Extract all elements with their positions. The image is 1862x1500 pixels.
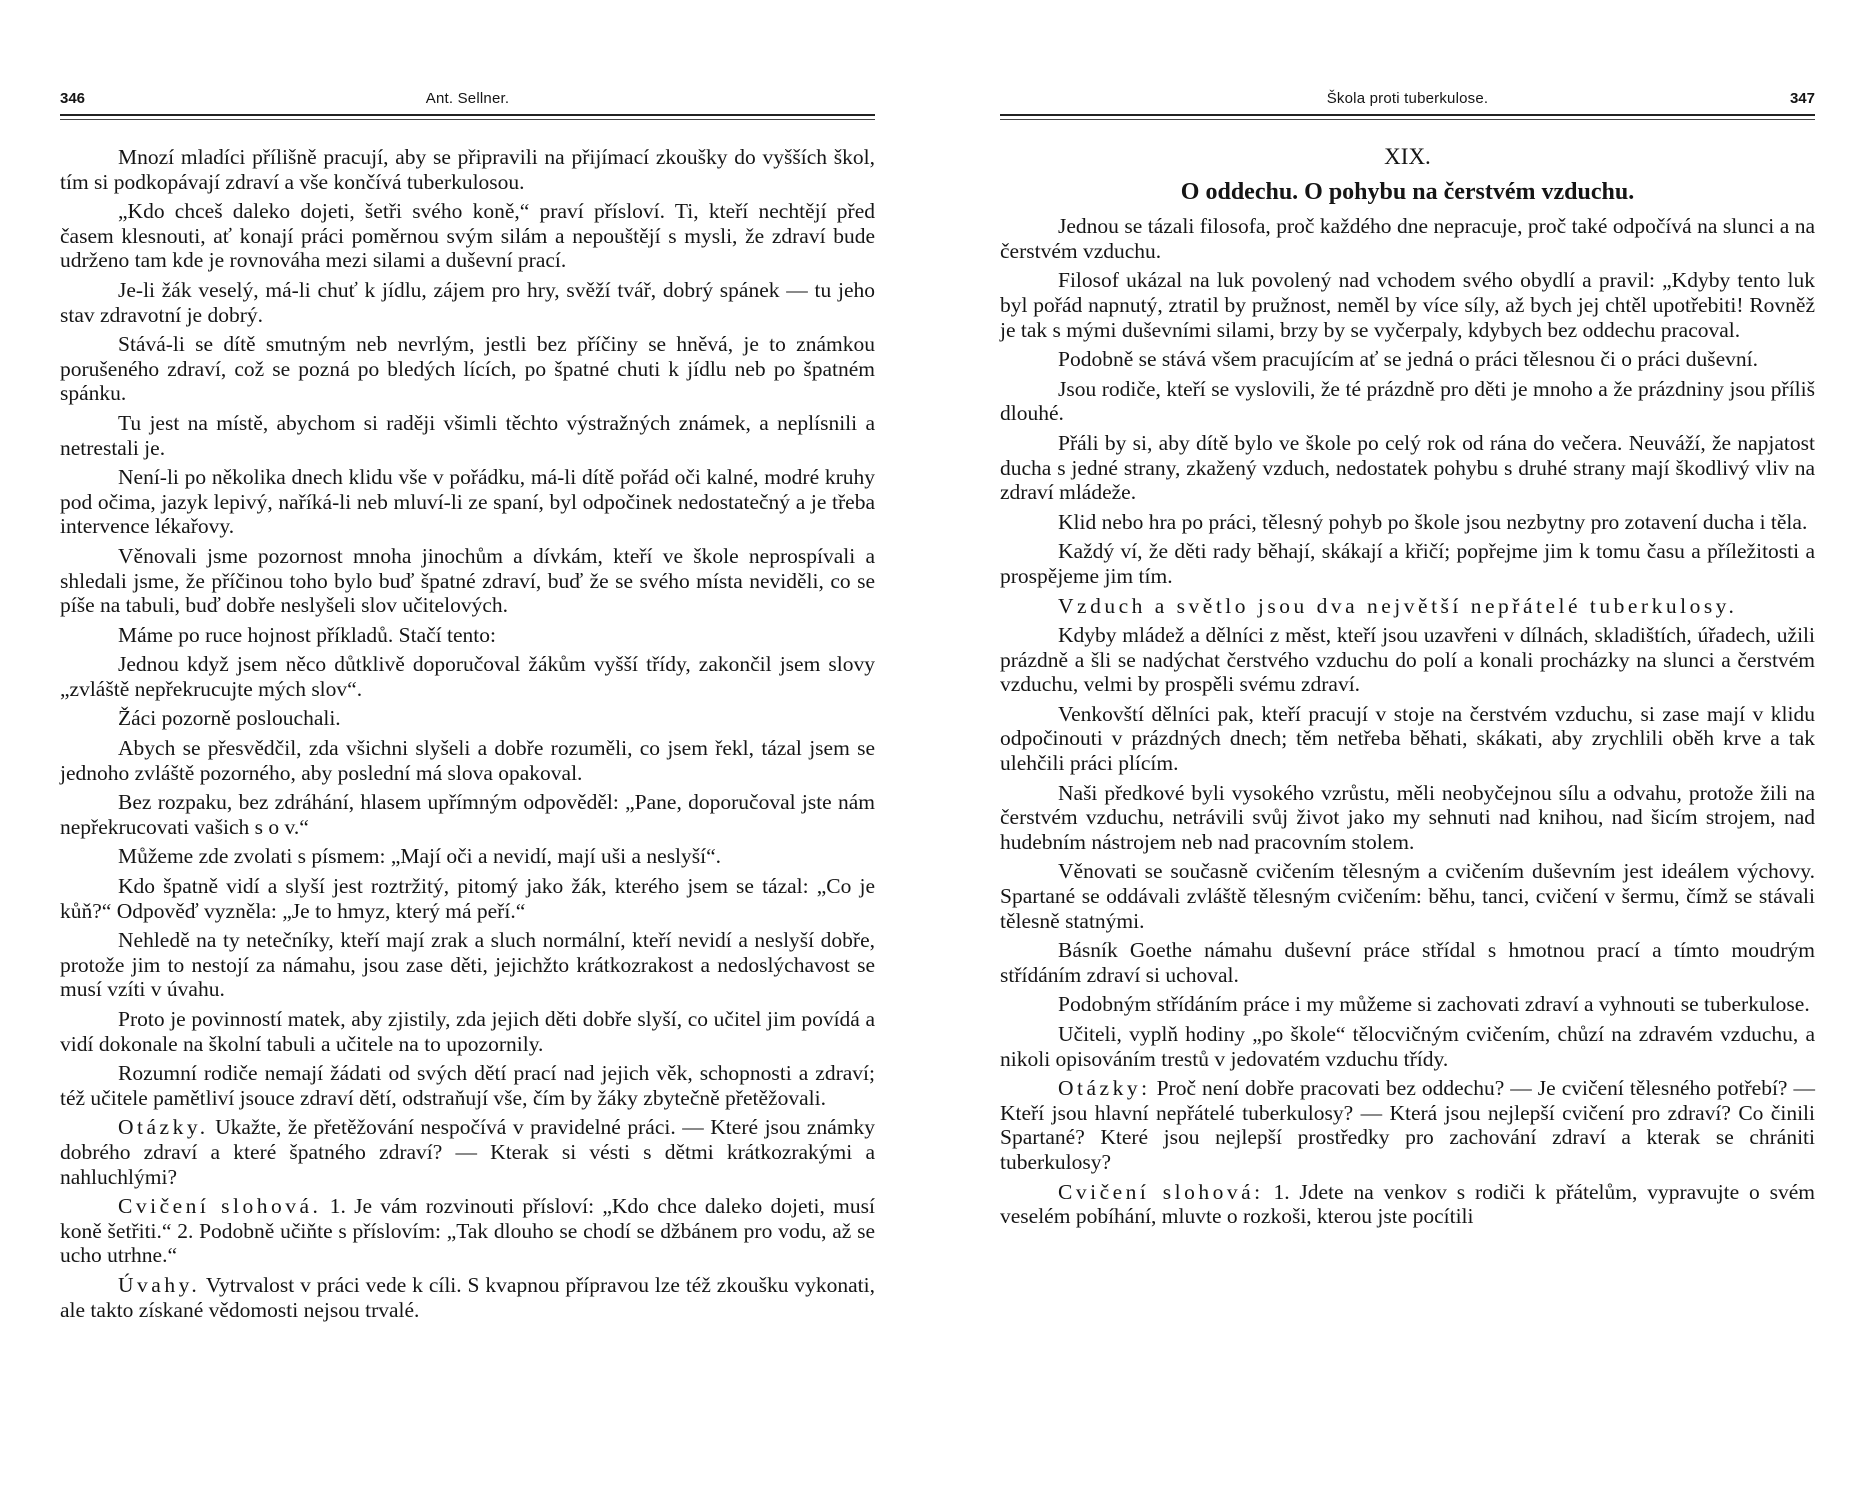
paragraph-lead: Cvičení slohová. [118, 1194, 322, 1219]
paragraph [60, 544, 875, 618]
paragraph-text: Vytrvalost v práci vede k cíli. S kvapnou přípravou lze též zkoušku vykonati, ale takto získané vědomosti nejsou trvalé. [60, 1272, 875, 1322]
paragraph [60, 1194, 875, 1268]
paragraph-text: Ukažte, že přetěžování nespočívá v pravidelné práci. — Které jsou známky dobrého zdraví a které špatného zdraví? — Kterak si vésti s dětmi krátkozrakými a nahluchlými? [60, 1115, 875, 1189]
paragraph [1000, 214, 1815, 263]
paragraph-text: Podobným střídáním práce i my můžeme si zachovati zdraví a vyhnouti se tuberkulose. [1058, 992, 1810, 1017]
paragraph [60, 1115, 875, 1189]
paragraph [1000, 1022, 1815, 1071]
paragraph-text: Není-li po několika dnech klidu vše v pořádku, má-li dítě pořád oči kalné, modré kruhy pod očima, jazyk lepivý, naříká-li neb mluví-li ze spaní, byl odpočinek nedostatečný a je třeba intervence lékařovy. [60, 465, 875, 539]
paragraph [60, 736, 875, 785]
paragraph [1000, 377, 1815, 426]
paragraph-lead: Cvičení slohová: [1058, 1179, 1264, 1204]
paragraph [1000, 268, 1815, 342]
paragraph [60, 706, 875, 731]
left-page [60, 0, 875, 1500]
paragraph-text: Každý ví, že děti rady běhají, skákají a křičí; popřejme jim k tomu času a příležitosti a prospějeme jim tím. [1000, 539, 1815, 588]
paragraph-text: Žáci pozorně poslouchali. [118, 706, 341, 731]
right-running-title: Škola proti tuberkulose. [1326, 90, 1489, 107]
chapter-number: XIX. [1384, 144, 1431, 169]
paragraph [60, 874, 875, 923]
paragraph [1000, 1180, 1815, 1229]
left-body-text [60, 145, 875, 1327]
paragraph-text: 1. Jdete na venkov s rodiči k přátelům, vypravujte o svém veselém pobíhání, mluvte o rozkoši, kterou jste pocítili [1000, 1179, 1815, 1229]
paragraph-text: Kdo špatně vidí a slyší jest roztržitý, pitomý jako žák, kterého jsem se tázal: „Co je kůň?“ Odpověď vyzněla: „Je to hmyz, který má peří.“ [60, 874, 875, 923]
paragraph [1000, 347, 1815, 372]
paragraph-text: Nehledě na ty netečníky, kteří mají zrak a sluch normální, kteří nevidí a neslyší dobře, protože jim to nestojí za námahu, jsou zase děti, jejichžto krátkozrakost a nedoslýchavost se musí vzíti v úvahu. [60, 928, 875, 1002]
paragraph [60, 652, 875, 701]
paragraph [1000, 431, 1815, 505]
paragraph-text: 1. Je vám rozvinouti přísloví: „Kdo chce daleko dojeti, musí koně šetřiti.“ 2. Podobně učiňte s příslovím: „Tak dlouho se chodí se džbánem pro vodu, až se ucho utrhne.“ [60, 1194, 875, 1268]
paragraph-text: Je-li žák veselý, má-li chuť k jídlu, zájem pro hry, svěží tvář, dobrý spánek — tu jeho stav zdravotní je dobrý. [60, 277, 875, 327]
paragraph-text: Můžeme zde zvolati s písmem: „Mají oči a nevidí, mají uši a neslyší“. [118, 844, 722, 869]
paragraph [60, 278, 875, 327]
right-header-rule [1000, 114, 1815, 116]
paragraph [1000, 539, 1815, 588]
paragraph [1000, 938, 1815, 987]
paragraph [1000, 594, 1815, 619]
right-page-number: 347 [1789, 90, 1815, 107]
paragraph-text: Abych se přesvědčil, zda všichni slyšeli a dobře rozuměli, co jsem řekl, tázal jsem se jednoho zvláště pozorného, aby poslední má slova opakoval. [60, 736, 875, 785]
right-header-rule-thin [1000, 119, 1815, 120]
left-running-head [60, 90, 875, 112]
paragraph [60, 332, 875, 406]
right-body-text [1000, 145, 1815, 1234]
paragraph-text: Přáli by si, aby dítě bylo ve škole po celý rok od rána do večera. Neuváží, že napjatost ducha s jedné strany, zkažený vzduch, nedostatek pohybu s druhé strany mají škodlivý vliv na zdraví mládeže. [1000, 430, 1815, 505]
paragraph-text: Venkovští dělníci pak, kteří pracují v stoje na čerstvém vzduchu, si zase mají v klidu odpočinouti v prázdných dnech; těm netřeba běhati, skákati, aby zrychlili oběh krve a tak ulehčili práci plícím. [1000, 701, 1815, 776]
paragraph [1000, 992, 1815, 1017]
paragraph-text: Básník Goethe námahu duševní práce střídal s hmotnou prací a tímto moudrým střídáním zdraví si uchoval. [1000, 938, 1815, 987]
paragraph [1000, 859, 1815, 933]
paragraph-lead: Vzduch a světlo jsou dva největší nepřátelé tuberkulosy. [1058, 593, 1738, 618]
paragraph [1000, 510, 1815, 535]
chapter-title: O oddechu. O pohybu na čerstvém vzduchu. [1180, 178, 1635, 205]
paragraph-text: Kdyby mládež a dělníci z měst, kteří jsou uzavřeni v dílnách, skladištích, úřadech, užili prázdně a šli se nadýchat čerstvého vzduchu do polí a konali procházky na slunci a čerstvém vzduchu, velmi by prospěli svému zdraví. [1000, 623, 1815, 697]
left-running-title: Ant. Sellner. [425, 90, 510, 107]
paragraph-text: Rozumní rodiče nemají žádati od svých dětí prací nad jejich věk, schopnosti a zdraví; též učitele pamětliví jsouce zdraví dětí, odstraňují vše, čím by žáky zbytečně přetěžovali. [60, 1061, 875, 1110]
left-header-rule-thin [60, 119, 875, 120]
right-page [1000, 0, 1815, 1500]
paragraph-text: Klid nebo hra po práci, tělesný pohyb po škole jsou nezbytny pro zotavení ducha i těla. [1058, 509, 1808, 534]
left-page-number: 346 [60, 90, 86, 107]
paragraph [60, 844, 875, 869]
paragraph [60, 1273, 875, 1322]
paragraph-text: Stává-li se dítě smutným neb nevrlým, jestli bez příčiny se hněvá, je to známkou porušeného zdraví, což se pozná po bledých lících, po špatné chuti k jídlu neb po špatném spánku. [60, 332, 875, 406]
left-header-rule [60, 114, 875, 116]
paragraph-text: Jsou rodiče, kteří se vyslovili, že té prázdně pro děti je mnoho a že prázdniny jsou příliš dlouhé. [1000, 376, 1815, 426]
paragraph-text: Naši předkové byli vysokého vzrůstu, měli neobyčejnou sílu a odvahu, protože žili na čerstvém vzduchu, netrávili svůj život jako my sehnuti nad knihou, nad šicím strojem, nad hudebním nástrojem neb nad pracovním stolem. [1000, 780, 1815, 854]
paragraph [1000, 702, 1815, 776]
paragraph-text: Máme po ruce hojnost příkladů. Stačí tento: [118, 622, 496, 647]
paragraph-text: Jednou se tázali filosofa, proč každého dne nepracuje, proč také odpočívá na slunci a na čerstvém vzduchu. [1000, 214, 1815, 263]
paragraph-text: Tu jest na místě, abychom si raději všimli těchto výstražných známek, a neplísnili a netrestali je. [60, 410, 875, 460]
paragraph-text: Filosof ukázal na luk povolený nad vchodem svého obydlí a pravil: „Kdyby tento luk byl pořád napnutý, ztratil by pružnost, neměl by více síly, až bych jej chtěl upotřebiti! Rovněž je tak s mými duševními silami, brzy by se vyčerpaly, kdybych bez oddechu pracoval. [1000, 268, 1815, 342]
paragraph [60, 199, 875, 273]
paragraph [1000, 781, 1815, 855]
paragraph-lead: Úvahy. [118, 1272, 201, 1297]
paragraph [60, 1007, 875, 1056]
paragraph-lead: Otázky: [1058, 1076, 1151, 1101]
paragraph-text: Bez rozpaku, bez zdráhání, hlasem upřímným odpověděl: „Pane, doporučoval jste nám nepřekrucovati vašich s o v.“ [60, 790, 875, 839]
paragraph-text: Proto je povinností matek, aby zjistily, zda jejich děti dobře slyší, co učitel jim povídá a vidí dokonale na školní tabuli a učitele na to upozornily. [60, 1007, 875, 1056]
paragraph-text: Podobně se stává všem pracujícím ať se jedná o práci tělesnou či o práci duševní. [1058, 347, 1758, 372]
paragraph [60, 790, 875, 839]
paragraph [60, 411, 875, 460]
paragraph-text: Proč není dobře pracovati bez oddechu? — Je cvičení tělesného potřebí? — Kteří jsou hlavní nepřátelé tuberkulosy? — Která jsou nejlepší cvičení pro zdraví? Co činili Spartané? Které jsou nejlepší prostředky pro zachování zdraví a kterak se chrániti tuberkulosy? [1000, 1076, 1815, 1174]
paragraph-text: Učiteli, vyplň hodiny „po škole“ tělocvičným cvičením, chůzí na zdravém vzduchu, a nikoli opisováním trestů v jedovatém vzduchu třídy. [1000, 1022, 1815, 1071]
paragraph-text: Věnovati se současně cvičením tělesným a cvičením duševním jest ideálem výchovy. Spartané se oddávali zvláště tělesným cvičením: běhu, tanci, cvičení v šermu, čímž se stávali tělesně statnými. [1000, 859, 1815, 933]
paragraph [60, 928, 875, 1002]
paragraph [1000, 623, 1815, 697]
paragraph [60, 1061, 875, 1110]
paragraph-lead: Otázky. [118, 1115, 209, 1140]
paragraph-text: Věnovali jsme pozornost mnoha jinochům a dívkám, kteří ve škole neprospívali a shledali jsme, že příčinou toho bylo buď špatné zdraví, buď že se svého místa neviděli, co se píše na tabuli, buď dobře neslyšeli slov učitelových. [60, 543, 875, 618]
paragraph [60, 623, 875, 648]
right-running-head [1000, 90, 1815, 112]
paragraph-text: Mnozí mladíci přílišně pracují, aby se připravili na přijímací zkoušky do vyšších škol, tím si podkopávají zdraví a vše končívá tuberkulosou. [60, 145, 875, 194]
paragraph [60, 465, 875, 539]
paragraph [1000, 1076, 1815, 1174]
paragraph [60, 145, 875, 194]
paragraph-text: Jednou když jsem něco důtklivě doporučoval žákům vyšší třídy, zakončil jsem slovy „zvláště nepřekrucujte mých slov“. [60, 652, 875, 701]
paragraph-text: „Kdo chceš daleko dojeti, šetři svého koně,“ praví přísloví. Ti, kteří nechtějí před časem klesnouti, ať konají práci poměrnou svým silám a nepouštějí s mysli, že zdraví bude udrženo tam kde je rovnováha mezi silami a duševní prací. [60, 199, 875, 273]
